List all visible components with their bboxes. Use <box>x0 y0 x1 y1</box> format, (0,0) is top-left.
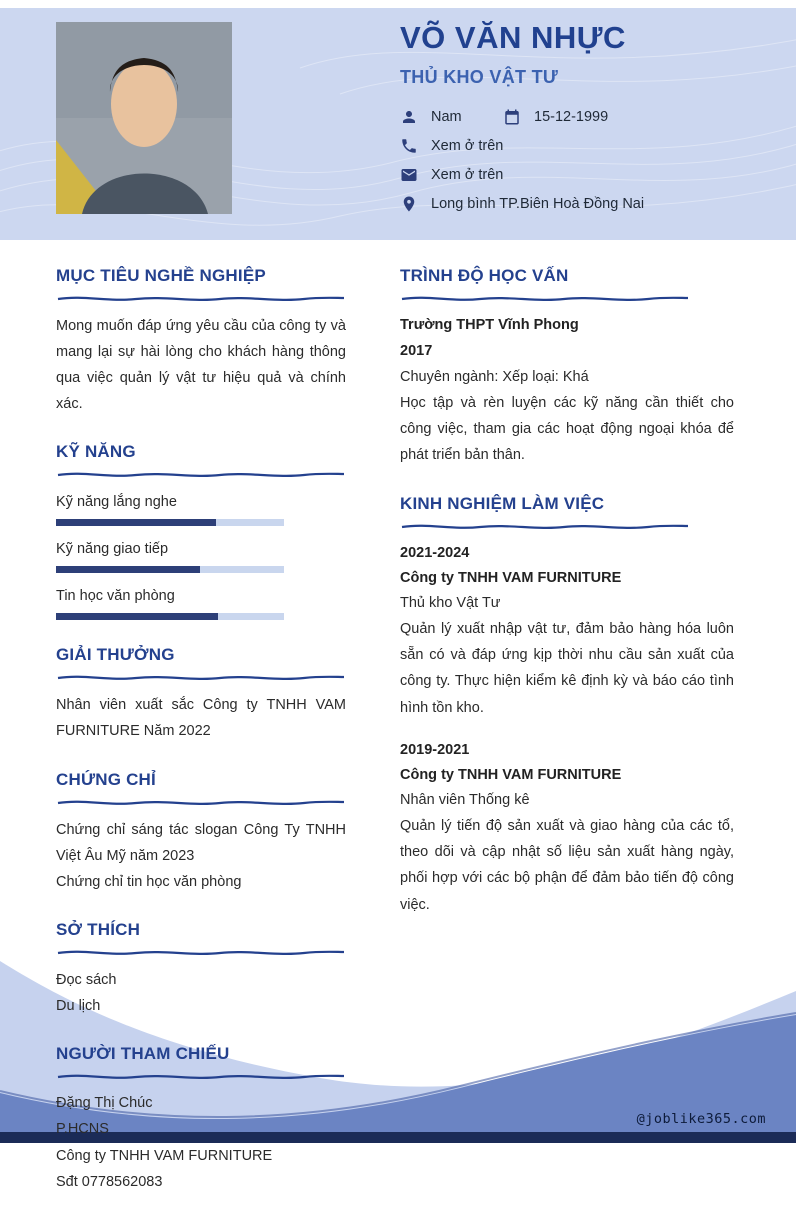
contact-row-1 <box>400 108 770 126</box>
calendar-icon <box>503 108 521 126</box>
skill-bar-fill <box>56 613 218 620</box>
skill-bar <box>56 613 284 620</box>
user-icon <box>400 108 418 126</box>
profile-photo <box>56 22 232 214</box>
section-hobbies <box>56 920 346 1019</box>
contact-row-email <box>400 166 770 184</box>
heading-underline <box>56 797 346 807</box>
awards-text: Nhân viên xuất sắc Công ty TNHH VAM FURNITURE Năm 2022 <box>56 697 346 740</box>
phone-icon <box>400 137 418 155</box>
job-title: THỦ KHO VẬT TƯ <box>400 67 559 87</box>
skill-label: Kỹ năng giao tiếp <box>56 541 169 558</box>
job-role: Nhân viên Thống kê <box>400 792 530 809</box>
watermark: @joblike365.com <box>636 1111 766 1127</box>
certificate-item: Chứng chỉ tin học văn phòng <box>56 873 242 890</box>
skill-label: Kỹ năng lắng nghe <box>56 494 177 511</box>
reference-line: Công ty TNHH VAM FURNITURE <box>56 1147 273 1164</box>
phone-value: Xem ở trên <box>431 138 504 154</box>
education-heading: TRÌNH ĐỘ HỌC VẤN <box>400 266 569 285</box>
reference-line: P.HCNS <box>56 1121 109 1138</box>
skill-bar <box>56 566 284 573</box>
heading-underline <box>56 672 346 682</box>
graduation-year: 2017 <box>400 343 433 360</box>
hobby-item: Du lịch <box>56 997 101 1014</box>
job-entry <box>400 541 734 721</box>
objective-text: Mong muốn đáp ứng yêu cầu của công ty và mang lại sự hài lòng cho khách hàng thông qua việc quản lý vật tư hiệu quả và chính xác. <box>56 318 346 413</box>
contact-row-phone <box>400 137 770 155</box>
job-desc: Quản lý tiến độ sản xuất và giao hàng của các tổ, theo dõi và cập nhật số liệu sản xuất hàng ngày, phối hợp với các bộ phận để đảm bảo tiến độ công việc. <box>400 818 734 913</box>
candidate-name: VÕ VĂN NHỰC <box>400 20 626 55</box>
right-column <box>400 266 734 1221</box>
heading-underline <box>56 947 346 957</box>
job-period: 2021-2024 <box>400 544 470 561</box>
skill-item <box>56 541 346 573</box>
cv-header <box>0 8 796 240</box>
hobbies-heading: SỞ THÍCH <box>56 919 141 939</box>
gender-value: Nam <box>431 109 462 125</box>
email-icon <box>400 166 418 184</box>
hobby-item: Đọc sách <box>56 971 117 988</box>
location-icon <box>400 195 418 213</box>
experience-heading: KINH NGHIỆM LÀM VIỆC <box>400 493 605 513</box>
dob-pair <box>503 108 608 126</box>
contact-info <box>400 108 770 213</box>
heading-underline <box>400 521 690 531</box>
section-certificates <box>56 770 346 895</box>
job-company: Công ty TNHH VAM FURNITURE <box>400 766 622 783</box>
education-desc: Học tập và rèn luyện các kỹ năng cần thiết cho công việc, tham gia các hoạt động ngoại khóa để phát triển bản thân. <box>400 395 734 464</box>
dob-value: 15-12-1999 <box>534 109 609 125</box>
reference-line: Sđt 0778562083 <box>56 1174 163 1191</box>
gender-pair <box>400 108 503 126</box>
section-education <box>400 266 734 469</box>
heading-underline <box>56 293 346 303</box>
job-role: Thủ kho Vật Tư <box>400 595 501 611</box>
awards-heading: GIẢI THƯỞNG <box>56 645 175 665</box>
contact-row-address <box>400 195 770 213</box>
address-value: Long bình TP.Biên Hoà Đồng Nai <box>431 196 645 212</box>
references-heading: NGƯỜI THAM CHIẾU <box>56 1044 230 1064</box>
skill-bar <box>56 519 284 526</box>
job-company: Công ty TNHH VAM FURNITURE <box>400 569 622 586</box>
certificates-heading: CHỨNG CHỈ <box>56 769 156 789</box>
heading-underline <box>56 469 346 479</box>
section-skills <box>56 442 346 620</box>
job-entry <box>400 738 734 918</box>
email-value: Xem ở trên <box>431 167 504 183</box>
section-awards <box>56 645 346 744</box>
major-line: Chuyên ngành: Xếp loại: Khá <box>400 369 589 386</box>
skill-bar-fill <box>56 519 216 526</box>
left-column <box>56 266 346 1221</box>
skill-item <box>56 588 346 620</box>
skill-bar-fill <box>56 566 200 573</box>
cv-body <box>0 240 796 1221</box>
section-references <box>56 1044 346 1196</box>
school-name: Trường THPT Vĩnh Phong <box>400 317 579 333</box>
skills-heading: KỸ NĂNG <box>56 442 136 462</box>
job-desc: Quản lý xuất nhập vật tư, đảm bảo hàng hóa luôn sẵn có và đáp ứng kịp thời nhu cầu sản xuất của công ty. Thực hiện kiểm kê định kỳ và báo cáo tình hình tồn kho. <box>400 621 734 716</box>
reference-line: Đặng Thị Chúc <box>56 1095 153 1112</box>
objective-heading: MỤC TIÊU NGHỀ NGHIỆP <box>56 266 266 285</box>
certificate-item: Chứng chỉ sáng tác slogan Công Ty TNHH Việt Âu Mỹ năm 2023 <box>56 821 346 864</box>
job-period: 2019-2021 <box>400 741 470 758</box>
header-main <box>400 20 770 224</box>
skill-item <box>56 494 346 526</box>
heading-underline <box>56 1071 346 1081</box>
skill-label: Tin học văn phòng <box>56 588 175 605</box>
section-experience <box>400 494 734 918</box>
section-objective <box>56 266 346 417</box>
heading-underline <box>400 293 690 303</box>
